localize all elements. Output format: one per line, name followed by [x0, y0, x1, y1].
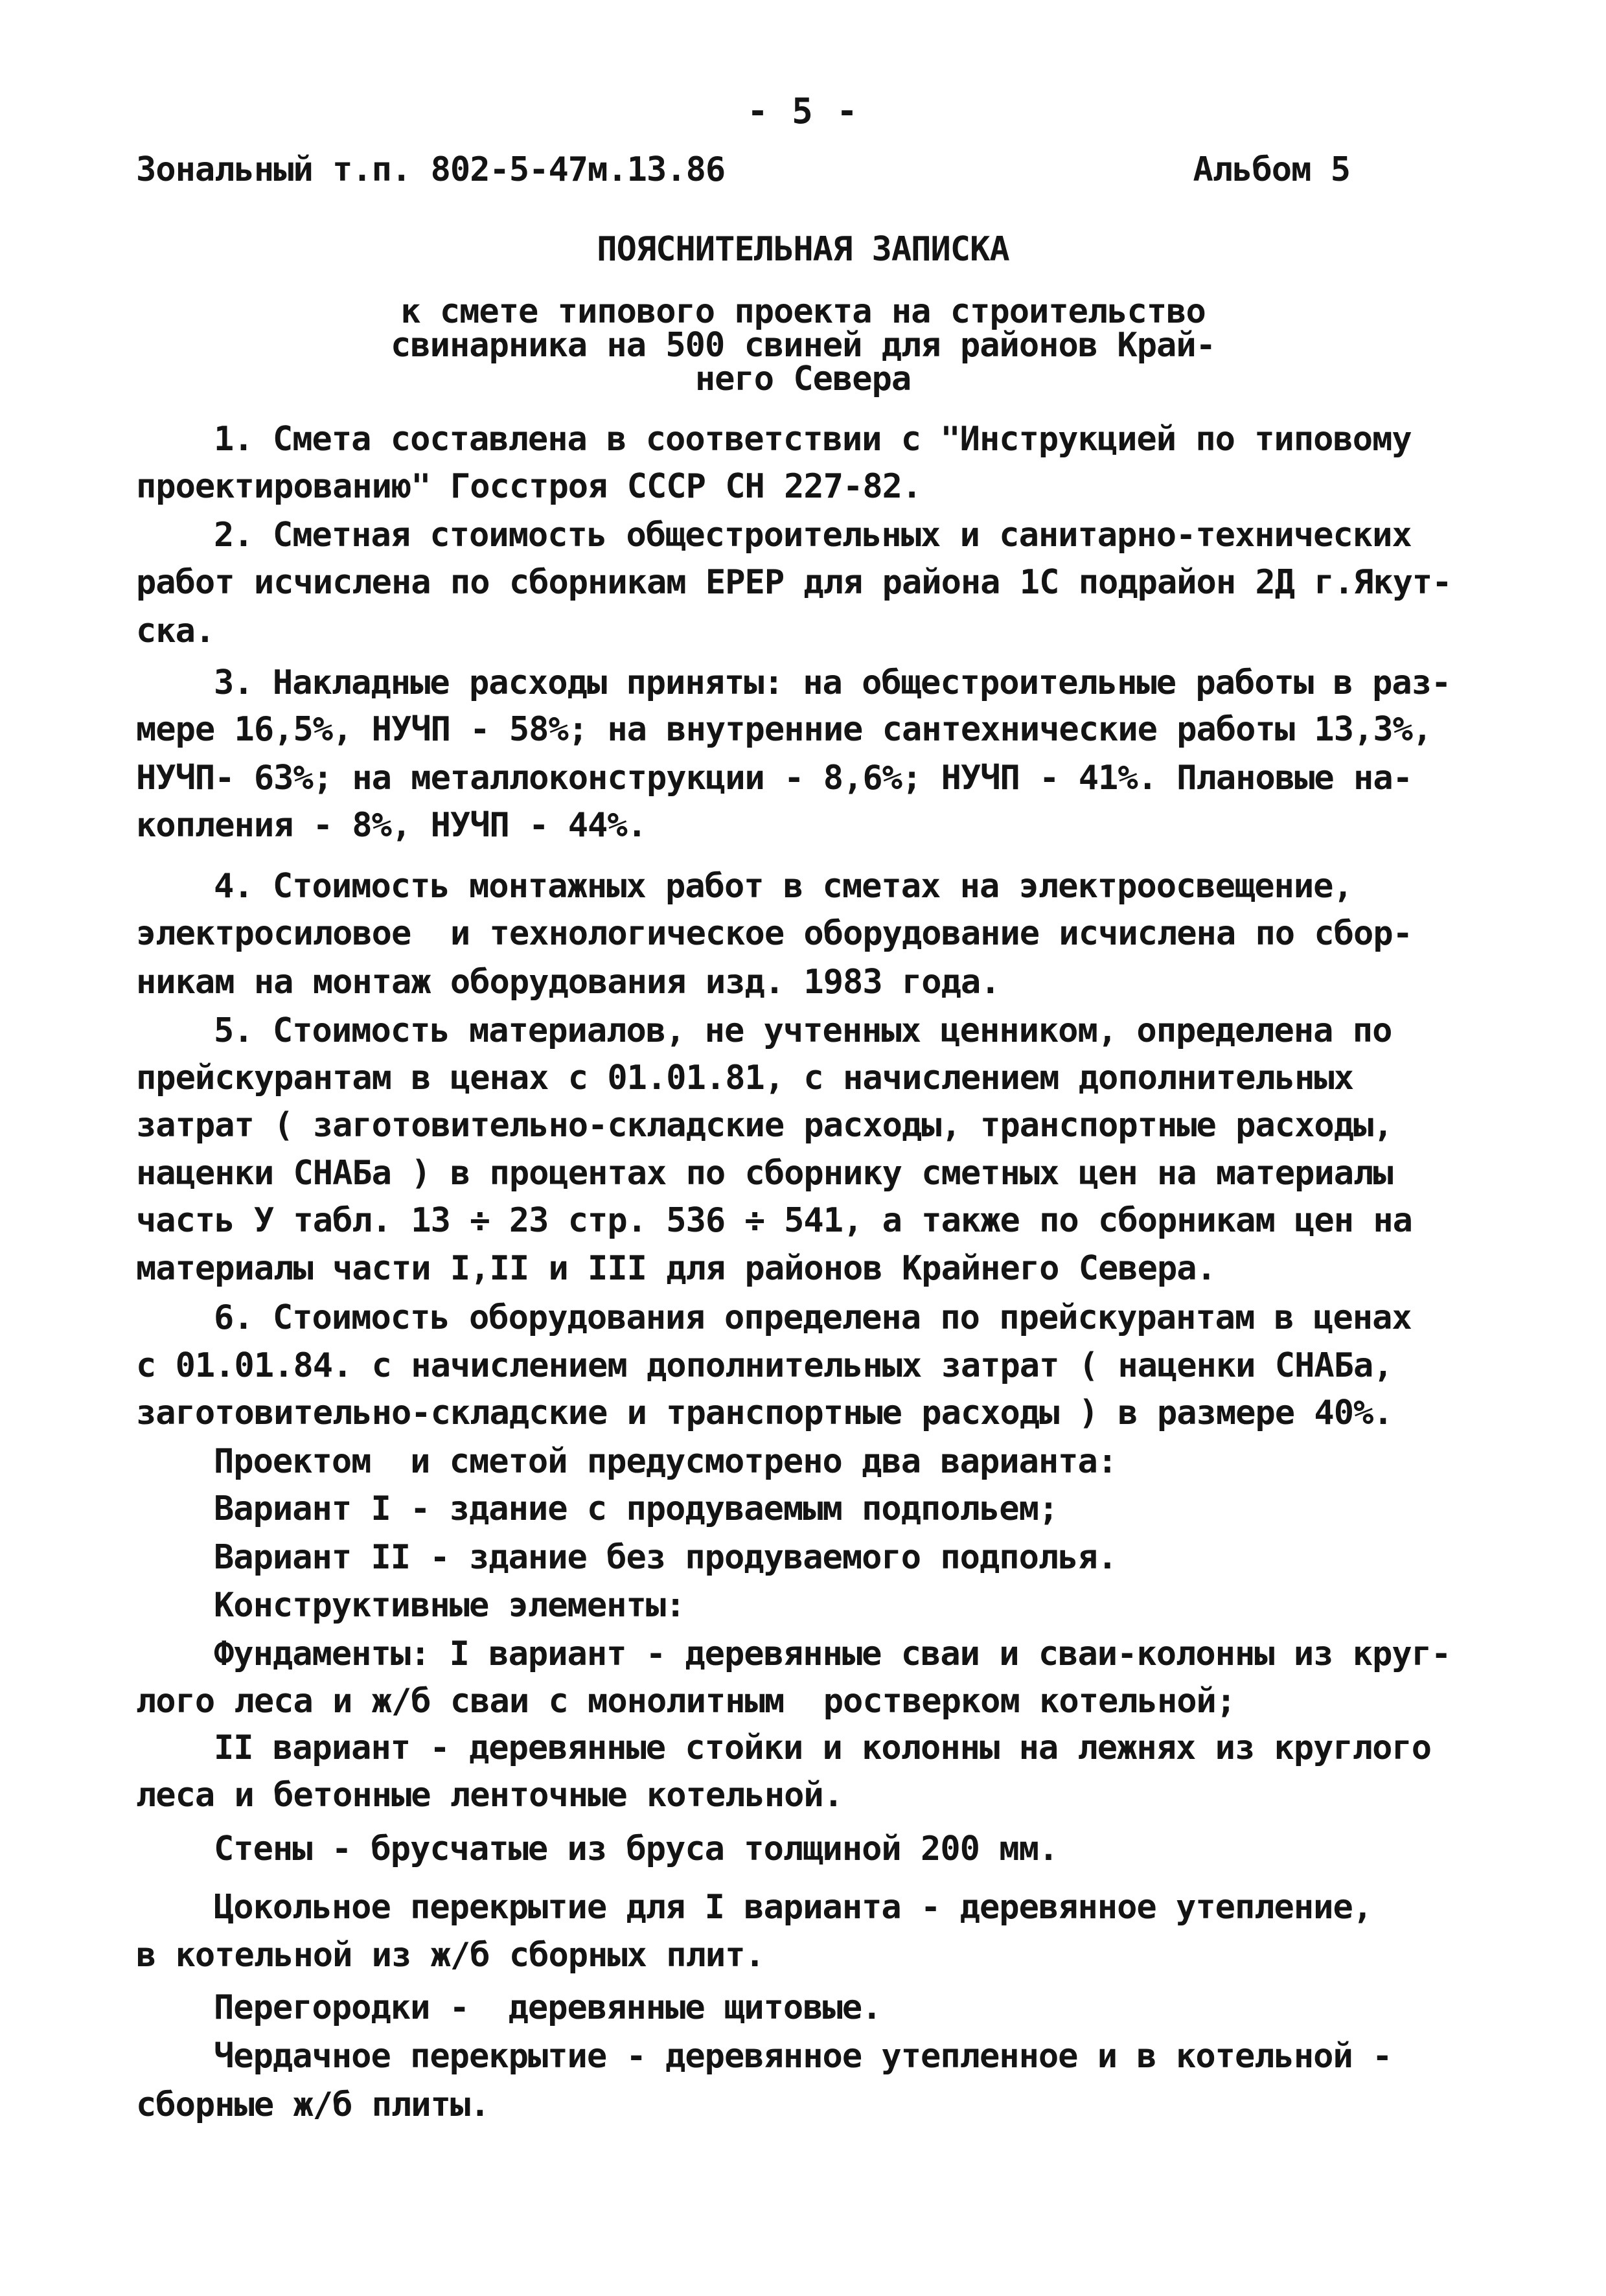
body-line: копления - 8%, НУЧП - 44%. [136, 806, 647, 845]
body-line: 2. Сметная стоимость общестроительных и санитарно-технических [214, 516, 1412, 555]
body-line: с 01.01.84. с начислением дополнительных затрат ( наценки СНАБа, [136, 1346, 1393, 1385]
body-line: Стены - брусчатые из бруса толщиной 200 мм. [214, 1830, 1059, 1868]
body-line: НУЧП- 63%; на металлоконструкции - 8,6%; НУЧП - 41%. Плановые на- [136, 759, 1412, 798]
body-line: леса и бетонные ленточные котельной. [136, 1776, 843, 1815]
body-line: Вариант I - здание с продуваемым подпольем; [214, 1489, 1059, 1528]
document-code: Зональный т.п. 802-5-47м.13.86 [136, 150, 726, 189]
body-line: материалы части I,II и III для районов Крайнего Севера. [136, 1249, 1216, 1288]
body-line: 4. Стоимость монтажных работ в сметах на электроосвещение, [214, 867, 1353, 906]
document-title: ПОЯСНИТЕЛЬНАЯ ЗАПИСКА [597, 230, 1009, 269]
subtitle-line: него Севера [694, 360, 912, 398]
body-line: Фундаменты: I вариант - деревянные сваи и сваи-колонны из круг- [214, 1635, 1451, 1673]
body-line: Вариант II - здание без продуваемого подполья. [214, 1538, 1118, 1577]
body-line: электросиловое и технологическое оборудование исчислена по сбор- [136, 914, 1412, 953]
body-line: проектированию" Госстроя СССР СН 227-82. [136, 467, 922, 506]
body-line: 5. Стоимость материалов, не учтенных ценником, определена по [214, 1011, 1392, 1050]
body-line: Перегородки - деревянные щитовые. [214, 1988, 882, 2027]
body-line: Конструктивные элементы: [214, 1586, 685, 1625]
body-line: лого леса и ж/б сваи с монолитным ростверком котельной; [136, 1682, 1236, 1721]
body-line: 6. Стоимость оборудования определена по прейскурантам в ценах [214, 1298, 1412, 1337]
body-line: Цокольное перекрытие для I варианта - деревянное утепление, [214, 1888, 1373, 1927]
body-line: часть У табл. 13 ÷ 23 стр. 536 ÷ 541, а также по сборникам цен на [136, 1201, 1412, 1240]
body-line: сборные ж/б плиты. [136, 2085, 490, 2124]
body-line: прейскурантам в ценах с 01.01.81, с начислением дополнительных [136, 1059, 1354, 1097]
subtitle-line: к смете типового проекта на строительство [400, 292, 1206, 331]
body-line: затрат ( заготовительно-складские расходы, транспортные расходы, [136, 1106, 1393, 1145]
body-line: мере 16,5%, НУЧП - 58%; на внутренние сантехнические работы 13,3%, [136, 710, 1432, 749]
body-line: Проектом и сметой предусмотрено два варианта: [214, 1442, 1118, 1481]
document-subtitle [0, 292, 1606, 398]
body-line: Чердачное перекрытие - деревянное утепленное и в котельной - [214, 2037, 1392, 2076]
album-label: Альбом 5 [1193, 150, 1350, 189]
body-line: заготовительно-складские и транспортные расходы ) в размере 40%. [136, 1394, 1393, 1432]
body-line: ска. [136, 612, 215, 650]
body-line: 3. Накладные расходы приняты: на общестроительные работы в раз- [214, 663, 1451, 702]
subtitle-line: свинарника на 500 свиней для районов Край- [391, 326, 1215, 365]
page-number: - 5 - [747, 91, 859, 132]
body-line: наценки СНАБа ) в процентах по сборнику сметных цен на материалы [136, 1154, 1393, 1193]
body-line: 1. Смета составлена в соответствии с "Инструкцией по типовому [214, 420, 1412, 459]
body-line: никам на монтаж оборудования изд. 1983 года. [136, 963, 1000, 1002]
body-line: работ исчислена по сборникам ЕРЕР для района 1С подрайон 2Д г.Якут- [136, 563, 1452, 602]
body-line: II вариант - деревянные стойки и колонны на лежнях из круглого [214, 1728, 1432, 1767]
body-line: в котельной из ж/б сборных плит. [136, 1936, 764, 1975]
